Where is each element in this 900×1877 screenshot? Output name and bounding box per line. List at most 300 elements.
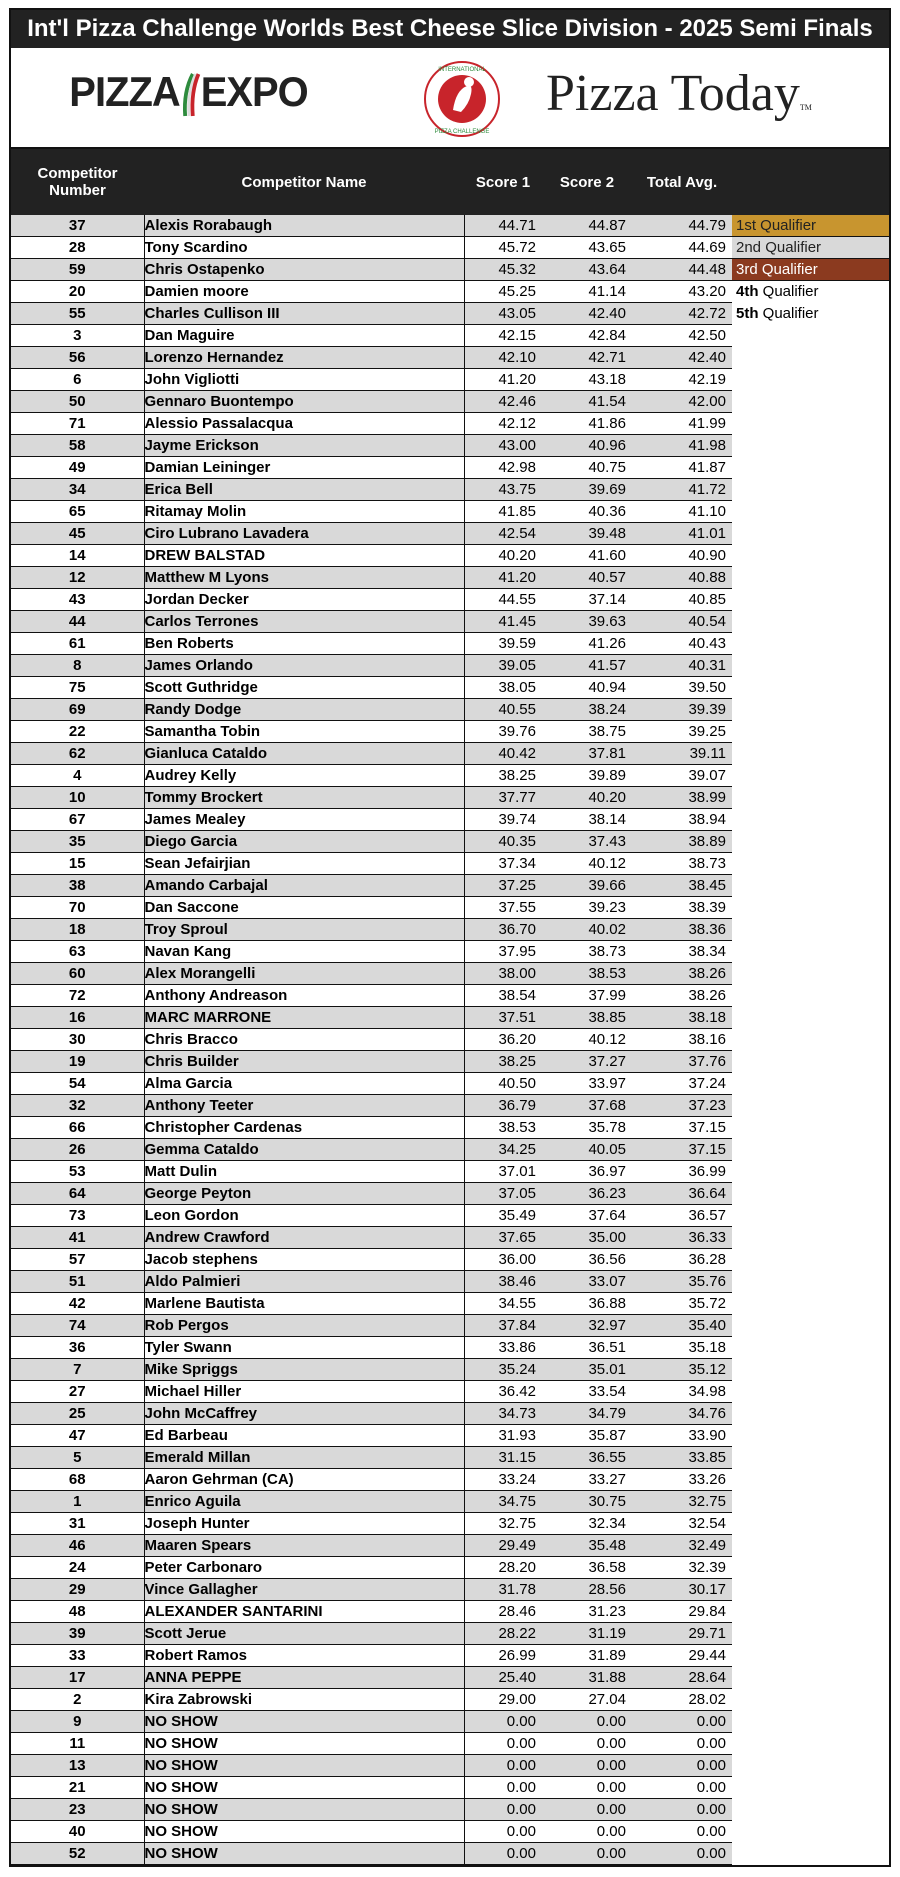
table-row: [11, 787, 889, 809]
score-1: 37.84: [464, 1315, 542, 1337]
competitor-number: 27: [11, 1381, 144, 1403]
score-2: 42.84: [542, 325, 632, 347]
competitor-name: Anthony Teeter: [144, 1095, 464, 1117]
score-1: 33.24: [464, 1469, 542, 1491]
competitor-name: Gianluca Cataldo: [144, 743, 464, 765]
score-2: 37.68: [542, 1095, 632, 1117]
competitor-number: 64: [11, 1183, 144, 1205]
competitor-name: NO SHOW: [144, 1821, 464, 1843]
total-avg: 40.43: [632, 633, 732, 655]
page-title: Int'l Pizza Challenge Worlds Best Cheese Slice Division - 2025 Semi Finals: [11, 10, 889, 48]
table-row: [11, 655, 889, 677]
table-row: [11, 809, 889, 831]
table-row: [11, 743, 889, 765]
score-2: 33.07: [542, 1271, 632, 1293]
table-row: [11, 1403, 889, 1425]
table-row: [11, 1293, 889, 1315]
total-avg: 0.00: [632, 1733, 732, 1755]
score-2: 37.43: [542, 831, 632, 853]
competitor-name: James Mealey: [144, 809, 464, 831]
total-avg: 39.25: [632, 721, 732, 743]
score-2: 28.56: [542, 1579, 632, 1601]
competitor-number: 72: [11, 985, 144, 1007]
score-1: 0.00: [464, 1755, 542, 1777]
competitor-number: 25: [11, 1403, 144, 1425]
score-1: 37.25: [464, 875, 542, 897]
score-2: 35.48: [542, 1535, 632, 1557]
score-1: 37.01: [464, 1161, 542, 1183]
score-1: 36.70: [464, 919, 542, 941]
total-avg: 29.84: [632, 1601, 732, 1623]
score-2: 0.00: [542, 1777, 632, 1799]
score-1: 45.72: [464, 237, 542, 259]
score-1: 42.12: [464, 413, 542, 435]
qualifier-empty: [732, 1205, 889, 1227]
competitor-number: 47: [11, 1425, 144, 1447]
qualifier-empty: [732, 589, 889, 611]
table-row: [11, 1095, 889, 1117]
score-2: 31.88: [542, 1667, 632, 1689]
qualifier-empty: [732, 1029, 889, 1051]
table-row: [11, 1381, 889, 1403]
qualifier-empty: [732, 831, 889, 853]
competitor-number: 43: [11, 589, 144, 611]
score-1: 44.71: [464, 215, 542, 237]
score-1: 38.25: [464, 765, 542, 787]
competitor-name: DREW BALSTAD: [144, 545, 464, 567]
competitor-number: 38: [11, 875, 144, 897]
score-1: 0.00: [464, 1843, 542, 1865]
total-avg: 33.85: [632, 1447, 732, 1469]
table-row: [11, 1117, 889, 1139]
competitor-name: Sean Jefairjian: [144, 853, 464, 875]
score-2: 36.58: [542, 1557, 632, 1579]
score-2: 41.14: [542, 281, 632, 303]
total-avg: 0.00: [632, 1821, 732, 1843]
competitor-number: 32: [11, 1095, 144, 1117]
table-row: [11, 765, 889, 787]
qualifier-empty: [732, 897, 889, 919]
competitor-number: 4: [11, 765, 144, 787]
qualifier-empty: [732, 1777, 889, 1799]
table-row: [11, 1645, 889, 1667]
score-2: 38.14: [542, 809, 632, 831]
total-avg: 41.01: [632, 523, 732, 545]
header-competitor-number: Competitor Number: [11, 149, 144, 215]
table-row: [11, 1689, 889, 1711]
total-avg: 40.88: [632, 567, 732, 589]
competitor-number: 61: [11, 633, 144, 655]
competitor-name: Damian Leininger: [144, 457, 464, 479]
total-avg: 33.90: [632, 1425, 732, 1447]
qualifier-empty: [732, 501, 889, 523]
score-2: 38.24: [542, 699, 632, 721]
table-row: [11, 963, 889, 985]
header-competitor-name: Competitor Name: [144, 149, 464, 215]
score-1: 39.76: [464, 721, 542, 743]
table-row: [11, 281, 889, 303]
score-2: 41.26: [542, 633, 632, 655]
score-1: 36.79: [464, 1095, 542, 1117]
competitor-name: Alex Morangelli: [144, 963, 464, 985]
competitor-name: Matt Dulin: [144, 1161, 464, 1183]
competitor-name: Tommy Brockert: [144, 787, 464, 809]
competitor-number: 13: [11, 1755, 144, 1777]
competitor-number: 62: [11, 743, 144, 765]
score-2: 40.20: [542, 787, 632, 809]
score-2: 40.12: [542, 1029, 632, 1051]
score-2: 27.04: [542, 1689, 632, 1711]
competitor-number: 3: [11, 325, 144, 347]
total-avg: 0.00: [632, 1777, 732, 1799]
competitor-name: ALEXANDER SANTARINI: [144, 1601, 464, 1623]
qualifier-empty: [732, 1557, 889, 1579]
score-1: 37.95: [464, 941, 542, 963]
competitor-name: Michael Hiller: [144, 1381, 464, 1403]
competitor-name: Tyler Swann: [144, 1337, 464, 1359]
competitor-number: 35: [11, 831, 144, 853]
qualifier-empty: [732, 853, 889, 875]
competitor-number: 26: [11, 1139, 144, 1161]
qualifier-empty: [732, 1359, 889, 1381]
competitor-name: Alma Garcia: [144, 1073, 464, 1095]
table-row: [11, 1535, 889, 1557]
competitor-name: Chris Ostapenko: [144, 259, 464, 281]
total-avg: 38.99: [632, 787, 732, 809]
competitor-number: 12: [11, 567, 144, 589]
total-avg: 35.40: [632, 1315, 732, 1337]
table-row: [11, 1073, 889, 1095]
score-2: 0.00: [542, 1843, 632, 1865]
total-avg: 36.28: [632, 1249, 732, 1271]
qualifier-badge: 2nd Qualifier: [732, 237, 889, 259]
competitor-name: NO SHOW: [144, 1711, 464, 1733]
total-avg: 40.54: [632, 611, 732, 633]
score-1: 38.05: [464, 677, 542, 699]
score-2: 36.56: [542, 1249, 632, 1271]
score-2: 38.53: [542, 963, 632, 985]
competitor-name: Enrico Aguila: [144, 1491, 464, 1513]
table-row: [11, 501, 889, 523]
score-2: 41.60: [542, 545, 632, 567]
competitor-number: 37: [11, 215, 144, 237]
table-row: [11, 699, 889, 721]
table-row: [11, 853, 889, 875]
competitor-number: 75: [11, 677, 144, 699]
competitor-name: Joseph Hunter: [144, 1513, 464, 1535]
competitor-number: 60: [11, 963, 144, 985]
score-1: 32.75: [464, 1513, 542, 1535]
total-avg: 40.31: [632, 655, 732, 677]
competitor-name: Maaren Spears: [144, 1535, 464, 1557]
table-row: [11, 413, 889, 435]
score-1: 34.73: [464, 1403, 542, 1425]
table-row: [11, 1469, 889, 1491]
score-1: 42.46: [464, 391, 542, 413]
qualifier-empty: [732, 1733, 889, 1755]
competitor-number: 66: [11, 1117, 144, 1139]
score-2: 39.69: [542, 479, 632, 501]
score-1: 31.78: [464, 1579, 542, 1601]
score-2: 31.89: [542, 1645, 632, 1667]
total-avg: 28.02: [632, 1689, 732, 1711]
competitor-name: Lorenzo Hernandez: [144, 347, 464, 369]
qualifier-empty: [732, 479, 889, 501]
qualifier-empty: [732, 1645, 889, 1667]
qualifier-empty: [732, 369, 889, 391]
total-avg: 38.34: [632, 941, 732, 963]
score-1: 38.46: [464, 1271, 542, 1293]
competitor-number: 73: [11, 1205, 144, 1227]
total-avg: 43.20: [632, 281, 732, 303]
score-1: 29.49: [464, 1535, 542, 1557]
score-2: 31.23: [542, 1601, 632, 1623]
table-row: [11, 1447, 889, 1469]
qualifier-empty: [732, 413, 889, 435]
competitor-name: Rob Pergos: [144, 1315, 464, 1337]
total-avg: 42.40: [632, 347, 732, 369]
score-2: 0.00: [542, 1755, 632, 1777]
score-2: 42.71: [542, 347, 632, 369]
table-row: [11, 633, 889, 655]
competitor-name: Diego Garcia: [144, 831, 464, 853]
score-1: 41.85: [464, 501, 542, 523]
competitor-number: 1: [11, 1491, 144, 1513]
score-2: 38.73: [542, 941, 632, 963]
table-row: [11, 523, 889, 545]
qualifier-empty: [732, 1315, 889, 1337]
competitor-name: Ed Barbeau: [144, 1425, 464, 1447]
competitor-number: 74: [11, 1315, 144, 1337]
table-row: [11, 391, 889, 413]
qualifier-empty: [732, 1271, 889, 1293]
table-row: [11, 721, 889, 743]
table-row: [11, 1315, 889, 1337]
score-2: 33.27: [542, 1469, 632, 1491]
qualifier-empty: [732, 963, 889, 985]
qualifier-empty: [732, 1183, 889, 1205]
header-total-avg: Total Avg.: [632, 149, 732, 215]
qualifier-empty: [732, 1601, 889, 1623]
score-1: 41.20: [464, 369, 542, 391]
total-avg: 29.44: [632, 1645, 732, 1667]
qualifier-empty: [732, 1073, 889, 1095]
qualifier-empty: [732, 1469, 889, 1491]
table-row: [11, 545, 889, 567]
table-row: [11, 1799, 889, 1821]
results-sheet: [9, 8, 891, 1867]
score-2: 40.36: [542, 501, 632, 523]
score-2: 43.18: [542, 369, 632, 391]
table-row: [11, 677, 889, 699]
total-avg: 28.64: [632, 1667, 732, 1689]
table-row: [11, 1249, 889, 1271]
competitor-number: 52: [11, 1843, 144, 1865]
competitor-name: NO SHOW: [144, 1799, 464, 1821]
competitor-name: Chris Builder: [144, 1051, 464, 1073]
competitor-number: 16: [11, 1007, 144, 1029]
qualifier-empty: [732, 655, 889, 677]
score-2: 37.81: [542, 743, 632, 765]
score-2: 40.12: [542, 853, 632, 875]
total-avg: 0.00: [632, 1755, 732, 1777]
score-1: 0.00: [464, 1821, 542, 1843]
score-1: 26.99: [464, 1645, 542, 1667]
score-2: 39.66: [542, 875, 632, 897]
logo-bar: [11, 48, 889, 149]
table-row: [11, 1623, 889, 1645]
competitor-name: Alessio Passalacqua: [144, 413, 464, 435]
total-avg: 41.98: [632, 435, 732, 457]
competitor-number: 54: [11, 1073, 144, 1095]
qualifier-empty: [732, 523, 889, 545]
qualifier-empty: [732, 1117, 889, 1139]
qualifier-empty: [732, 1425, 889, 1447]
competitor-number: 65: [11, 501, 144, 523]
score-1: 39.05: [464, 655, 542, 677]
score-2: 0.00: [542, 1733, 632, 1755]
total-avg: 34.76: [632, 1403, 732, 1425]
competitor-name: Carlos Terrones: [144, 611, 464, 633]
score-2: 37.99: [542, 985, 632, 1007]
score-2: 41.54: [542, 391, 632, 413]
score-1: 38.54: [464, 985, 542, 1007]
table-row: [11, 1359, 889, 1381]
qualifier-empty: [732, 1689, 889, 1711]
table-row: [11, 237, 889, 259]
total-avg: 38.89: [632, 831, 732, 853]
table-row: [11, 1843, 889, 1865]
score-1: 36.00: [464, 1249, 542, 1271]
score-1: 45.32: [464, 259, 542, 281]
score-2: 35.87: [542, 1425, 632, 1447]
score-1: 0.00: [464, 1733, 542, 1755]
table-row: [11, 567, 889, 589]
qualifier-badge: 1st Qualifier: [732, 215, 889, 237]
score-1: 37.65: [464, 1227, 542, 1249]
competitor-name: NO SHOW: [144, 1777, 464, 1799]
competitor-number: 58: [11, 435, 144, 457]
competitor-name: Gennaro Buontempo: [144, 391, 464, 413]
competitor-number: 24: [11, 1557, 144, 1579]
score-1: 28.20: [464, 1557, 542, 1579]
competitor-name: Samantha Tobin: [144, 721, 464, 743]
total-avg: 36.64: [632, 1183, 732, 1205]
qualifier-empty: [732, 1337, 889, 1359]
qualifier-empty: [732, 941, 889, 963]
score-1: 39.59: [464, 633, 542, 655]
score-1: 34.25: [464, 1139, 542, 1161]
table-row: [11, 1007, 889, 1029]
total-avg: 32.49: [632, 1535, 732, 1557]
table-row: [11, 1029, 889, 1051]
table-row: [11, 1183, 889, 1205]
qualifier-empty: [732, 1667, 889, 1689]
score-1: 42.15: [464, 325, 542, 347]
competitor-name: Ritamay Molin: [144, 501, 464, 523]
table-row: [11, 1051, 889, 1073]
score-1: 31.93: [464, 1425, 542, 1447]
score-2: 41.57: [542, 655, 632, 677]
table-row: [11, 1337, 889, 1359]
competitor-name: Erica Bell: [144, 479, 464, 501]
table-header-row: [11, 149, 889, 215]
qualifier-empty: [732, 1799, 889, 1821]
competitor-number: 21: [11, 1777, 144, 1799]
competitor-name: Damien moore: [144, 281, 464, 303]
competitor-number: 69: [11, 699, 144, 721]
competitor-number: 17: [11, 1667, 144, 1689]
score-1: 42.98: [464, 457, 542, 479]
score-2: 36.51: [542, 1337, 632, 1359]
competitor-number: 50: [11, 391, 144, 413]
competitor-name: John McCaffrey: [144, 1403, 464, 1425]
score-2: 37.64: [542, 1205, 632, 1227]
competitor-name: Aldo Palmieri: [144, 1271, 464, 1293]
table-row: [11, 919, 889, 941]
qualifier-badge: 4th Qualifier: [732, 281, 889, 303]
total-avg: 42.00: [632, 391, 732, 413]
total-avg: 40.90: [632, 545, 732, 567]
score-1: 0.00: [464, 1777, 542, 1799]
qualifier-empty: [732, 457, 889, 479]
score-2: 35.78: [542, 1117, 632, 1139]
qualifier-empty: [732, 1007, 889, 1029]
competitor-number: 9: [11, 1711, 144, 1733]
competitor-name: Dan Maguire: [144, 325, 464, 347]
competitor-number: 30: [11, 1029, 144, 1051]
competitor-name: Troy Sproul: [144, 919, 464, 941]
competitor-number: 40: [11, 1821, 144, 1843]
score-2: 38.85: [542, 1007, 632, 1029]
total-avg: 36.99: [632, 1161, 732, 1183]
pizza-expo-logo: [69, 68, 307, 118]
competitor-number: 53: [11, 1161, 144, 1183]
qualifier-empty: [732, 743, 889, 765]
table-row: [11, 1161, 889, 1183]
qualifier-empty: [732, 1579, 889, 1601]
score-2: 35.01: [542, 1359, 632, 1381]
competitor-number: 48: [11, 1601, 144, 1623]
table-row: [11, 1667, 889, 1689]
table-row: [11, 1733, 889, 1755]
table-row: [11, 1557, 889, 1579]
total-avg: 42.50: [632, 325, 732, 347]
total-avg: 38.39: [632, 897, 732, 919]
score-2: 0.00: [542, 1821, 632, 1843]
qualifier-empty: [732, 1249, 889, 1271]
score-1: 42.10: [464, 347, 542, 369]
table-row: [11, 259, 889, 281]
competitor-number: 28: [11, 237, 144, 259]
qualifier-empty: [732, 325, 889, 347]
total-avg: 32.75: [632, 1491, 732, 1513]
competitor-number: 18: [11, 919, 144, 941]
score-2: 39.63: [542, 611, 632, 633]
score-1: 34.55: [464, 1293, 542, 1315]
score-1: 28.22: [464, 1623, 542, 1645]
qualifier-empty: [732, 1755, 889, 1777]
competitor-name: Ciro Lubrano Lavadera: [144, 523, 464, 545]
competitor-number: 39: [11, 1623, 144, 1645]
score-1: 0.00: [464, 1799, 542, 1821]
qualifier-empty: [732, 1293, 889, 1315]
score-2: 39.89: [542, 765, 632, 787]
score-1: 37.05: [464, 1183, 542, 1205]
qualifier-empty: [732, 1491, 889, 1513]
table-row: [11, 303, 889, 325]
total-avg: 35.18: [632, 1337, 732, 1359]
